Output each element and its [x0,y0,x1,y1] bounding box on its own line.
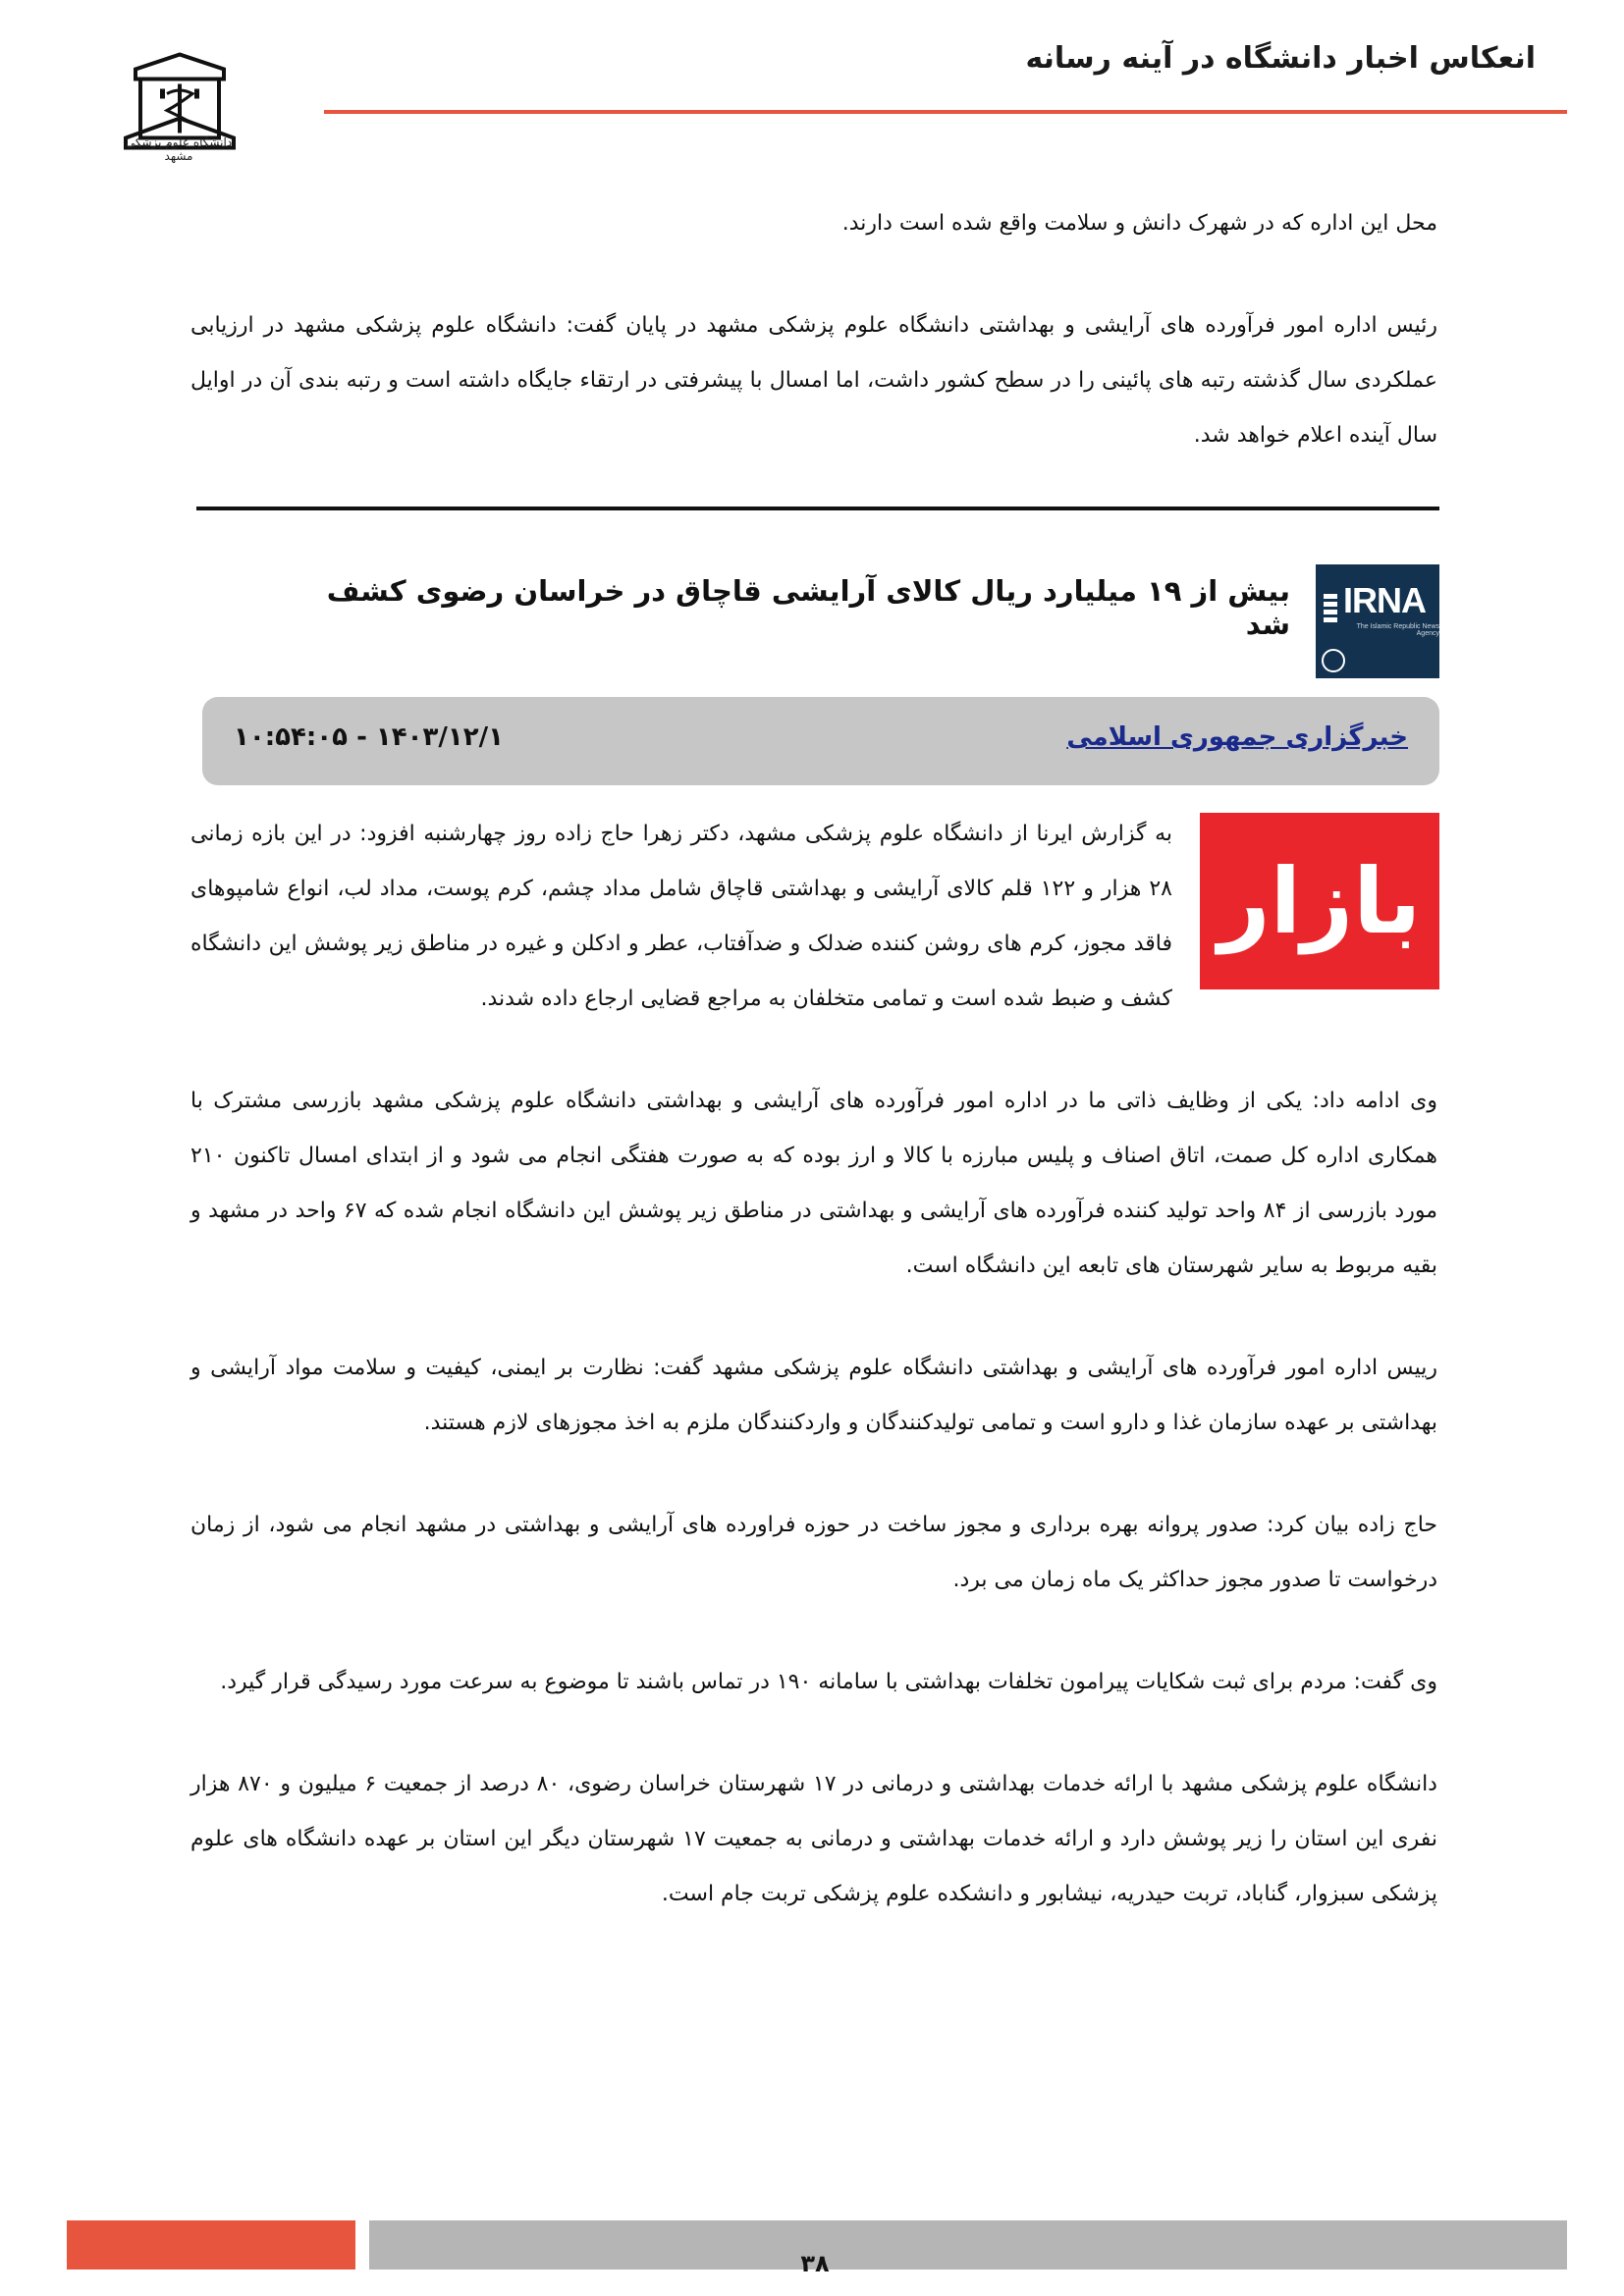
irna-logo-subtitle: The Islamic Republic News Agency [1356,623,1439,637]
irna-bars-icon [1324,594,1337,625]
bazaar-logo-image: بازار [1200,813,1439,989]
section-divider [196,507,1439,510]
footer-accent-bar [67,2220,355,2269]
article-paragraph: وی ادامه داد: یکی از وظایف ذاتی ما در اداره امور فرآورده های آرایشی و بهداشتی دانشگاه علوم پزشکی مشهد بازرسی مشترک با همکاری اداره کل صمت، اتاق اصناف و پلیس مبارزه با کالا و ارز بوده که به صورت هفتگی انجام می شود و از ابتدای امسال تاکنون ۲۱۰ مورد بازرسی از ۸۴ واحد تولید کننده فرآورده های آرایشی و بهداشتی در مناطق زیر پوشش این دانشگاه انجام شده که ۶۷ واحد در مشهد و بقیه مربوط به سایر شهرستان های تابعه این دانشگاه است. [190,1089,1437,1278]
page-number: ۳۸ [800,2250,830,2277]
source-bar [202,697,1439,785]
article-paragraph: رییس اداره امور فرآورده های آرایشی و بهداشتی دانشگاه علوم پزشکی مشهد گفت: نظارت بر ایمنی، کیفیت و سلامت مواد آرایشی و بهداشتی بر عهده سازمان غذا و دارو است و تمامی تولیدکنندگان و واردکنندگان ملزم به اخذ مجوزهای لازم هستند. [190,1356,1437,1435]
header-divider [324,110,1567,114]
logo-caption: دانشگاه علوم پزشکی مشهد [125,135,233,163]
article-paragraph: دانشگاه علوم پزشکی مشهد با ارائه خدمات بهداشتی و درمانی در ۱۷ شهرستان خراسان رضوی، ۸۰ درصد از جمعیت ۶ میلیون و ۸۷۰ هزار نفری این استان را زیر پوشش دارد و ارائه خدمات بهداشتی و درمانی به جمعیت ۱۷ شهرستان دیگر این استان بر عهده دانشگاه های علوم پزشکی سبزوار، گناباد، تربت حیدریه، نیشابور و دانشکده علوم پزشکی تربت جام است. [190,1772,1437,1906]
intro-paragraph-1: محل این اداره که در شهرک دانش و سلامت واقع شده است دارند. [841,211,1437,236]
irna-logo [1316,564,1439,678]
article-paragraph: به گزارش ایرنا از دانشگاه علوم پزشکی مشهد، دکتر زهرا حاج زاده روز چهارشنبه افزود: در این بازه زمانی ۲۸ هزار و ۱۲۲ قلم کالای آرایشی و بهداشتی قاچاق شامل مداد چشم، کرم پوست، مداد لب، انواع شامپوهای فاقد مجوز، کرم های روشن کننده ضدلک و ضدآفتاب، عطر و ادکلن و غیره در مناطق زیر پوشش این دانشگاه کشف و ضبط شده است و تمامی متخلفان به مراجع قضایی ارجاع داده شدند. [190,822,1172,1011]
article-paragraph: وی گفت: مردم برای ثبت شکایات پیرامون تخلفات بهداشتی با سامانه ۱۹۰ در تماس باشند تا موضوع به سرعت مورد رسیدگی قرار گیرد. [220,1670,1437,1694]
article-paragraph: حاج زاده بیان کرد: صدور پروانه بهره برداری و مجوز ساخت در حوزه فراورده های آرایشی و بهداشتی در مشهد انجام می شود، از زمان درخواست تا صدور مجوز حداکثر یک ماه زمان می برد. [190,1513,1437,1592]
irna-logo-text: IRNA [1343,580,1426,620]
publish-date: ۱۴۰۳/۱۲/۱ - ۱۰:۵۴:۰۵ [234,722,504,752]
article-body [190,807,1437,1922]
intro-paragraph-2: رئیس اداره امور فرآورده های آرایشی و بهداشتی دانشگاه علوم پزشکی مشهد در پایان گفت: دانشگاه علوم پزشکی مشهد در ارزیابی عملکردی سال گذشته رتبه های پائینی را در سطح کشور داشت، اما امسال با پیشرفتی در ارتقاء جایگاه داشته است و رتبه بندی آن در اوایل سال آینده اعلام خواهد شد. [190,313,1437,448]
image-spacer [1172,807,1437,1003]
globe-icon [1322,649,1345,672]
article-title: بیش از ۱۹ میلیارد ریال کالای آرایشی قاچاق در خراسان رضوی کشف شد [326,574,1290,641]
footer-bar [369,2220,1567,2269]
page-header-title: انعکاس اخبار دانشگاه در آینه رسانه [1025,41,1536,76]
source-link[interactable]: خبرگزاری جمهوری اسلامی [1066,722,1408,752]
